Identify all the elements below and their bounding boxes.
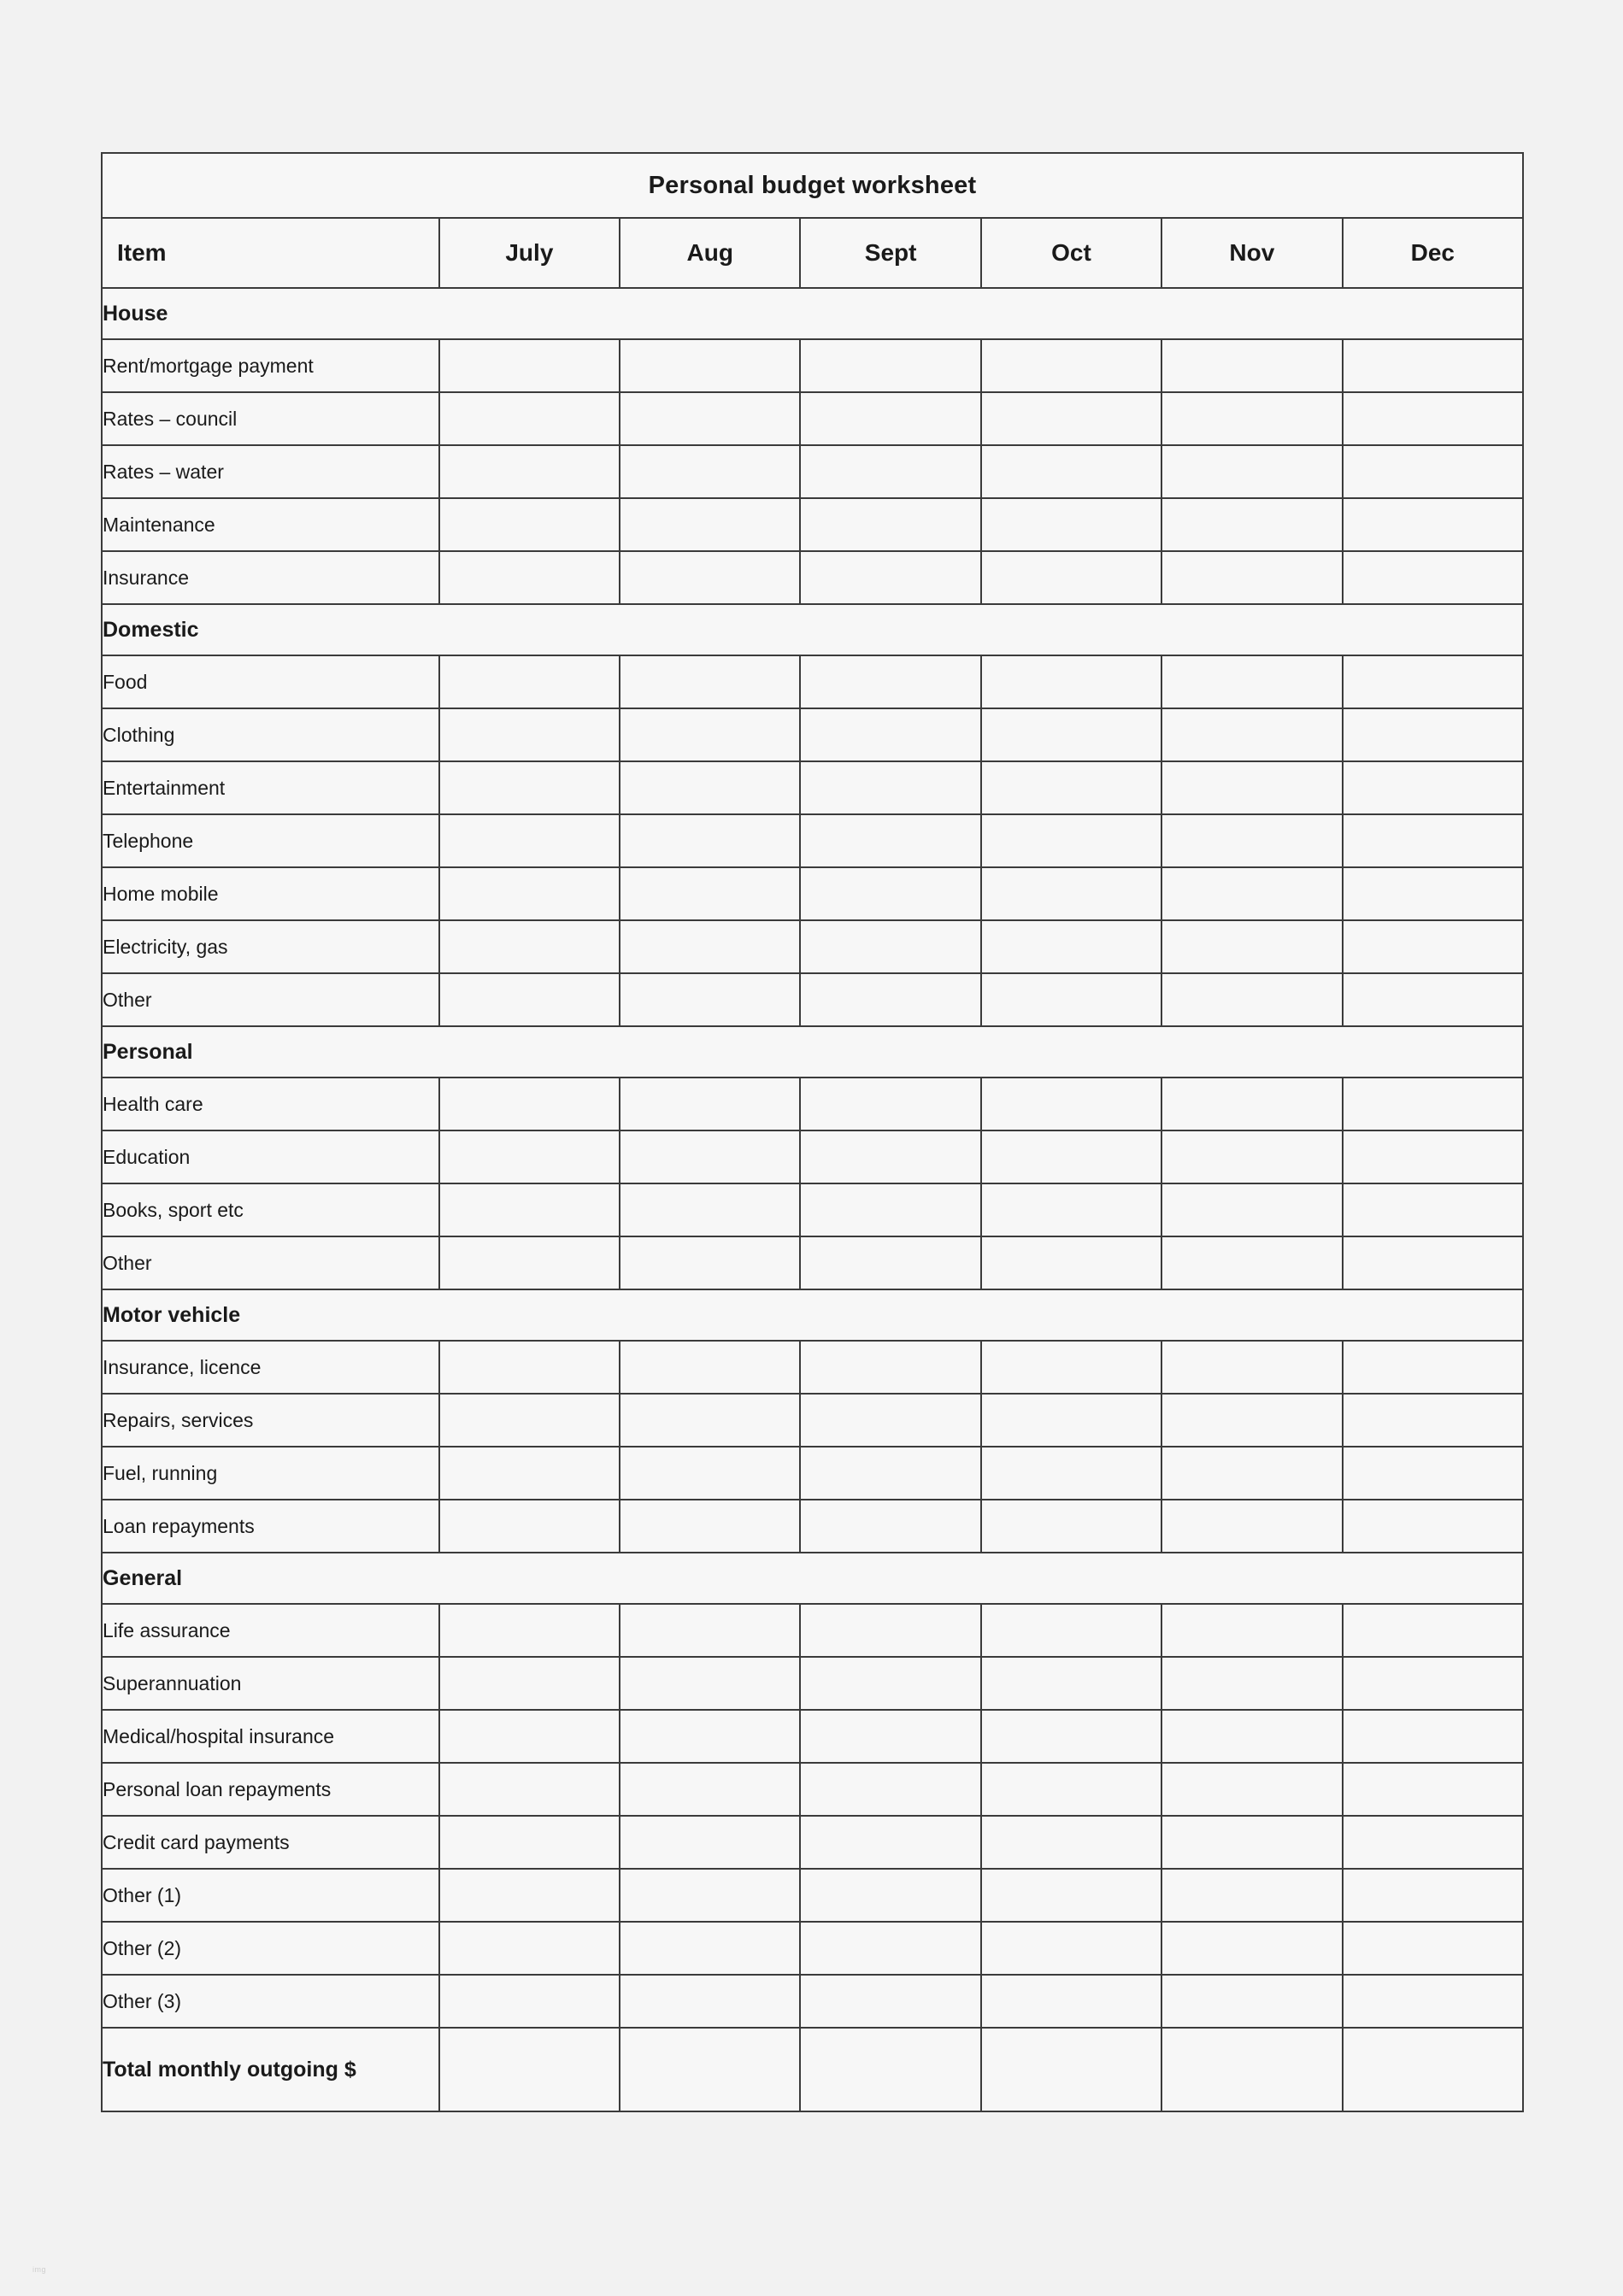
cell-aug[interactable] xyxy=(620,973,800,1026)
cell-aug[interactable] xyxy=(620,920,800,973)
cell-oct[interactable] xyxy=(981,1816,1161,1869)
cell-sept[interactable] xyxy=(800,867,980,920)
cell-july[interactable] xyxy=(439,1763,620,1816)
cell-dec[interactable] xyxy=(1343,551,1523,604)
budget-worksheet xyxy=(101,152,1524,2112)
cell-dec[interactable] xyxy=(1343,708,1523,761)
cell-oct[interactable] xyxy=(981,1183,1161,1236)
cell-dec[interactable] xyxy=(1343,498,1523,551)
cell-oct[interactable] xyxy=(981,655,1161,708)
cell-dec[interactable] xyxy=(1343,1447,1523,1500)
cell-july[interactable] xyxy=(439,761,620,814)
cell-dec[interactable] xyxy=(1343,814,1523,867)
row-label: Repairs, services xyxy=(102,1394,439,1447)
table-row xyxy=(102,973,1523,1026)
cell-july[interactable] xyxy=(439,920,620,973)
cell-july[interactable] xyxy=(439,498,620,551)
row-label: Insurance, licence xyxy=(102,1341,439,1394)
section-row-domestic xyxy=(102,604,1523,655)
table-row xyxy=(102,1975,1523,2028)
cell-sept[interactable] xyxy=(800,1657,980,1710)
cell-aug[interactable] xyxy=(620,1816,800,1869)
cell-nov[interactable] xyxy=(1161,973,1342,1026)
row-label: Telephone xyxy=(102,814,439,867)
cell-nov[interactable] xyxy=(1161,1604,1342,1657)
cell-aug[interactable] xyxy=(620,1710,800,1763)
section-row-motor-vehicle xyxy=(102,1289,1523,1341)
cell-sept[interactable] xyxy=(800,1816,980,1869)
cell-aug[interactable] xyxy=(620,551,800,604)
cell-aug[interactable] xyxy=(620,1975,800,2028)
cell-nov[interactable] xyxy=(1161,1710,1342,1763)
cell-nov[interactable] xyxy=(1161,761,1342,814)
cell-aug[interactable] xyxy=(620,761,800,814)
cell-sept[interactable] xyxy=(800,1130,980,1183)
cell-dec[interactable] xyxy=(1343,1975,1523,2028)
cell-oct[interactable] xyxy=(981,445,1161,498)
row-label: Rates – water xyxy=(102,445,439,498)
row-label: Rates – council xyxy=(102,392,439,445)
row-label: Other (1) xyxy=(102,1869,439,1922)
cell-sept[interactable] xyxy=(800,1710,980,1763)
cell-oct[interactable] xyxy=(981,1975,1161,2028)
cell-july[interactable] xyxy=(439,1394,620,1447)
table-row xyxy=(102,1130,1523,1183)
cell-nov[interactable] xyxy=(1161,920,1342,973)
cell-july[interactable] xyxy=(439,551,620,604)
total-row xyxy=(102,2028,1523,2111)
cell-nov[interactable] xyxy=(1161,814,1342,867)
table-row xyxy=(102,1183,1523,1236)
cell-dec[interactable] xyxy=(1343,1500,1523,1553)
cell-sept[interactable] xyxy=(800,1078,980,1130)
cell-aug[interactable] xyxy=(620,1500,800,1553)
section-row-personal xyxy=(102,1026,1523,1078)
row-label: Food xyxy=(102,655,439,708)
cell-aug[interactable] xyxy=(620,708,800,761)
cell-nov[interactable] xyxy=(1161,1078,1342,1130)
cell-aug[interactable] xyxy=(620,1657,800,1710)
total-cell-july[interactable] xyxy=(439,2028,620,2111)
section-row-house xyxy=(102,288,1523,339)
row-label: Other xyxy=(102,973,439,1026)
cell-dec[interactable] xyxy=(1343,1341,1523,1394)
table-row xyxy=(102,445,1523,498)
row-label: Fuel, running xyxy=(102,1447,439,1500)
cell-oct[interactable] xyxy=(981,973,1161,1026)
cell-nov[interactable] xyxy=(1161,1869,1342,1922)
cell-july[interactable] xyxy=(439,1183,620,1236)
cell-aug[interactable] xyxy=(620,814,800,867)
cell-nov[interactable] xyxy=(1161,1763,1342,1816)
cell-sept[interactable] xyxy=(800,1922,980,1975)
cell-july[interactable] xyxy=(439,973,620,1026)
cell-oct[interactable] xyxy=(981,498,1161,551)
cell-oct[interactable] xyxy=(981,920,1161,973)
column-header-dec: Dec xyxy=(1343,218,1523,288)
title-row xyxy=(102,153,1523,218)
row-label: Rent/mortgage payment xyxy=(102,339,439,392)
cell-sept[interactable] xyxy=(800,761,980,814)
cell-july[interactable] xyxy=(439,1922,620,1975)
cell-nov[interactable] xyxy=(1161,1130,1342,1183)
cell-nov[interactable] xyxy=(1161,1447,1342,1500)
cell-dec[interactable] xyxy=(1343,1710,1523,1763)
cell-oct[interactable] xyxy=(981,1763,1161,1816)
cell-sept[interactable] xyxy=(800,1975,980,2028)
row-label: Superannuation xyxy=(102,1657,439,1710)
cell-nov[interactable] xyxy=(1161,551,1342,604)
cell-oct[interactable] xyxy=(981,1130,1161,1183)
cell-dec[interactable] xyxy=(1343,1657,1523,1710)
cell-aug[interactable] xyxy=(620,1394,800,1447)
cell-nov[interactable] xyxy=(1161,655,1342,708)
table-row xyxy=(102,551,1523,604)
table-row xyxy=(102,761,1523,814)
cell-oct[interactable] xyxy=(981,1236,1161,1289)
cell-nov[interactable] xyxy=(1161,1975,1342,2028)
cell-sept[interactable] xyxy=(800,1604,980,1657)
cell-sept[interactable] xyxy=(800,445,980,498)
cell-dec[interactable] xyxy=(1343,867,1523,920)
cell-july[interactable] xyxy=(439,867,620,920)
cell-oct[interactable] xyxy=(981,761,1161,814)
row-label: Education xyxy=(102,1130,439,1183)
table-row xyxy=(102,920,1523,973)
cell-oct[interactable] xyxy=(981,1710,1161,1763)
total-cell-sept[interactable] xyxy=(800,2028,980,2111)
section-title-domestic: Domestic xyxy=(102,604,1523,655)
cell-aug[interactable] xyxy=(620,392,800,445)
cell-sept[interactable] xyxy=(800,339,980,392)
table-row xyxy=(102,1763,1523,1816)
cell-nov[interactable] xyxy=(1161,498,1342,551)
total-cell-aug[interactable] xyxy=(620,2028,800,2111)
row-label: Clothing xyxy=(102,708,439,761)
cell-sept[interactable] xyxy=(800,708,980,761)
cell-sept[interactable] xyxy=(800,973,980,1026)
cell-july[interactable] xyxy=(439,1975,620,2028)
cell-july[interactable] xyxy=(439,814,620,867)
cell-oct[interactable] xyxy=(981,1922,1161,1975)
cell-dec[interactable] xyxy=(1343,1604,1523,1657)
table-row xyxy=(102,392,1523,445)
column-header-sept: Sept xyxy=(800,218,980,288)
table-row xyxy=(102,1604,1523,1657)
cell-oct[interactable] xyxy=(981,867,1161,920)
row-label: Medical/hospital insurance xyxy=(102,1710,439,1763)
cell-aug[interactable] xyxy=(620,1763,800,1816)
cell-july[interactable] xyxy=(439,339,620,392)
cell-dec[interactable] xyxy=(1343,1236,1523,1289)
worksheet-title: Personal budget worksheet xyxy=(102,153,1523,218)
cell-aug[interactable] xyxy=(620,867,800,920)
cell-aug[interactable] xyxy=(620,339,800,392)
cell-july[interactable] xyxy=(439,1341,620,1394)
cell-oct[interactable] xyxy=(981,708,1161,761)
budget-table-body xyxy=(102,153,1523,2111)
cell-sept[interactable] xyxy=(800,1236,980,1289)
section-title-motor-vehicle: Motor vehicle xyxy=(102,1289,1523,1341)
cell-aug[interactable] xyxy=(620,655,800,708)
total-row-label: Total monthly outgoing $ xyxy=(102,2028,439,2111)
table-row xyxy=(102,655,1523,708)
cell-july[interactable] xyxy=(439,1869,620,1922)
cell-july[interactable] xyxy=(439,1816,620,1869)
cell-aug[interactable] xyxy=(620,1341,800,1394)
table-row xyxy=(102,1657,1523,1710)
cell-aug[interactable] xyxy=(620,1183,800,1236)
row-label: Personal loan repayments xyxy=(102,1763,439,1816)
row-label: Credit card payments xyxy=(102,1816,439,1869)
cell-nov[interactable] xyxy=(1161,1394,1342,1447)
row-label: Health care xyxy=(102,1078,439,1130)
cell-july[interactable] xyxy=(439,1710,620,1763)
cell-oct[interactable] xyxy=(981,1447,1161,1500)
cell-aug[interactable] xyxy=(620,445,800,498)
row-label: Home mobile xyxy=(102,867,439,920)
cell-aug[interactable] xyxy=(620,1078,800,1130)
cell-aug[interactable] xyxy=(620,1604,800,1657)
table-row xyxy=(102,339,1523,392)
cell-oct[interactable] xyxy=(981,1500,1161,1553)
cell-oct[interactable] xyxy=(981,551,1161,604)
cell-nov[interactable] xyxy=(1161,708,1342,761)
row-label: Loan repayments xyxy=(102,1500,439,1553)
cell-july[interactable] xyxy=(439,1130,620,1183)
cell-sept[interactable] xyxy=(800,1869,980,1922)
table-row xyxy=(102,1922,1523,1975)
table-row xyxy=(102,1078,1523,1130)
cell-aug[interactable] xyxy=(620,1447,800,1500)
row-label: Life assurance xyxy=(102,1604,439,1657)
cell-nov[interactable] xyxy=(1161,1657,1342,1710)
table-row xyxy=(102,867,1523,920)
watermark-text: img xyxy=(32,2265,47,2274)
row-label: Other (2) xyxy=(102,1922,439,1975)
cell-july[interactable] xyxy=(439,1500,620,1553)
cell-nov[interactable] xyxy=(1161,1500,1342,1553)
cell-july[interactable] xyxy=(439,1236,620,1289)
cell-nov[interactable] xyxy=(1161,445,1342,498)
row-label: Entertainment xyxy=(102,761,439,814)
table-row xyxy=(102,1341,1523,1394)
cell-oct[interactable] xyxy=(981,1394,1161,1447)
header-row xyxy=(102,218,1523,288)
cell-dec[interactable] xyxy=(1343,1183,1523,1236)
table-row xyxy=(102,1710,1523,1763)
cell-aug[interactable] xyxy=(620,1236,800,1289)
cell-dec[interactable] xyxy=(1343,1078,1523,1130)
cell-oct[interactable] xyxy=(981,1657,1161,1710)
cell-oct[interactable] xyxy=(981,339,1161,392)
cell-nov[interactable] xyxy=(1161,1183,1342,1236)
column-header-item: Item xyxy=(102,218,439,288)
cell-oct[interactable] xyxy=(981,1604,1161,1657)
table-row xyxy=(102,708,1523,761)
column-header-aug: Aug xyxy=(620,218,800,288)
cell-july[interactable] xyxy=(439,392,620,445)
cell-sept[interactable] xyxy=(800,498,980,551)
cell-oct[interactable] xyxy=(981,1341,1161,1394)
row-label: Electricity, gas xyxy=(102,920,439,973)
cell-dec[interactable] xyxy=(1343,1763,1523,1816)
cell-sept[interactable] xyxy=(800,1183,980,1236)
cell-oct[interactable] xyxy=(981,1078,1161,1130)
cell-dec[interactable] xyxy=(1343,761,1523,814)
table-row xyxy=(102,1869,1523,1922)
cell-nov[interactable] xyxy=(1161,1236,1342,1289)
cell-sept[interactable] xyxy=(800,655,980,708)
section-title-general: General xyxy=(102,1553,1523,1604)
table-row xyxy=(102,1236,1523,1289)
cell-aug[interactable] xyxy=(620,1922,800,1975)
cell-july[interactable] xyxy=(439,1604,620,1657)
total-cell-nov[interactable] xyxy=(1161,2028,1342,2111)
section-title-personal: Personal xyxy=(102,1026,1523,1078)
total-cell-oct[interactable] xyxy=(981,2028,1161,2111)
cell-july[interactable] xyxy=(439,1447,620,1500)
cell-july[interactable] xyxy=(439,1078,620,1130)
cell-oct[interactable] xyxy=(981,1869,1161,1922)
section-row-general xyxy=(102,1553,1523,1604)
cell-sept[interactable] xyxy=(800,551,980,604)
column-header-july: July xyxy=(439,218,620,288)
cell-dec[interactable] xyxy=(1343,1922,1523,1975)
row-label: Other xyxy=(102,1236,439,1289)
row-label: Other (3) xyxy=(102,1975,439,2028)
cell-sept[interactable] xyxy=(800,1763,980,1816)
cell-nov[interactable] xyxy=(1161,339,1342,392)
cell-nov[interactable] xyxy=(1161,867,1342,920)
cell-dec[interactable] xyxy=(1343,655,1523,708)
cell-july[interactable] xyxy=(439,1657,620,1710)
cell-aug[interactable] xyxy=(620,498,800,551)
cell-dec[interactable] xyxy=(1343,1394,1523,1447)
table-row xyxy=(102,1394,1523,1447)
cell-dec[interactable] xyxy=(1343,339,1523,392)
cell-nov[interactable] xyxy=(1161,1816,1342,1869)
cell-oct[interactable] xyxy=(981,392,1161,445)
cell-sept[interactable] xyxy=(800,1500,980,1553)
cell-sept[interactable] xyxy=(800,392,980,445)
table-row xyxy=(102,1816,1523,1869)
cell-sept[interactable] xyxy=(800,1341,980,1394)
column-header-oct: Oct xyxy=(981,218,1161,288)
cell-oct[interactable] xyxy=(981,814,1161,867)
cell-aug[interactable] xyxy=(620,1130,800,1183)
row-label: Maintenance xyxy=(102,498,439,551)
cell-dec[interactable] xyxy=(1343,445,1523,498)
cell-dec[interactable] xyxy=(1343,392,1523,445)
table-row xyxy=(102,1500,1523,1553)
cell-july[interactable] xyxy=(439,445,620,498)
cell-sept[interactable] xyxy=(800,920,980,973)
cell-sept[interactable] xyxy=(800,1447,980,1500)
cell-nov[interactable] xyxy=(1161,1922,1342,1975)
cell-nov[interactable] xyxy=(1161,392,1342,445)
total-cell-dec[interactable] xyxy=(1343,2028,1523,2111)
cell-aug[interactable] xyxy=(620,1869,800,1922)
row-label: Books, sport etc xyxy=(102,1183,439,1236)
cell-sept[interactable] xyxy=(800,1394,980,1447)
table-row xyxy=(102,1447,1523,1500)
cell-nov[interactable] xyxy=(1161,1341,1342,1394)
column-header-nov: Nov xyxy=(1161,218,1342,288)
table-row xyxy=(102,498,1523,551)
cell-dec[interactable] xyxy=(1343,1869,1523,1922)
table-row xyxy=(102,814,1523,867)
cell-july[interactable] xyxy=(439,655,620,708)
cell-dec[interactable] xyxy=(1343,1130,1523,1183)
cell-july[interactable] xyxy=(439,708,620,761)
cell-dec[interactable] xyxy=(1343,973,1523,1026)
cell-dec[interactable] xyxy=(1343,1816,1523,1869)
cell-dec[interactable] xyxy=(1343,920,1523,973)
section-title-house: House xyxy=(102,288,1523,339)
budget-table xyxy=(101,152,1524,2112)
row-label: Insurance xyxy=(102,551,439,604)
cell-sept[interactable] xyxy=(800,814,980,867)
